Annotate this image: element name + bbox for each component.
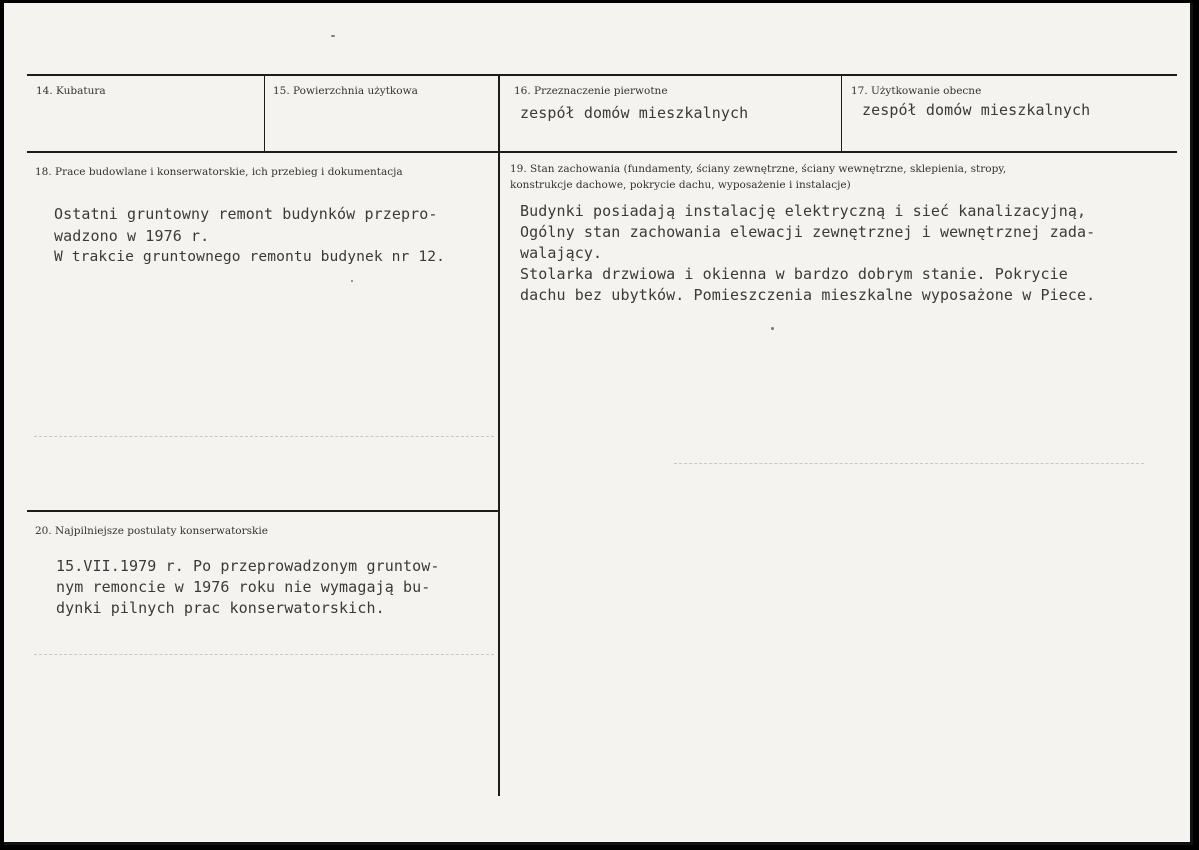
field-16-label: 16. Przeznaczenie pierwotne	[514, 85, 668, 97]
field-20-line-3: dynki pilnych prac konserwatorskich.	[56, 599, 385, 617]
field-17-value: zespół domów mieszkalnych	[862, 101, 1091, 119]
field-18-line-3: W trakcie gruntownego remontu budynek nr 12.	[54, 248, 445, 265]
speck	[331, 35, 335, 37]
field-20-line-2: nym remoncie w 1976 roku nie wymagają bu-	[56, 578, 431, 596]
field-19-line-2: Ogólny stan zachowania elewacji zewnętrznej i wewnętrznej zada-	[520, 223, 1096, 241]
left-divider	[27, 510, 498, 512]
field-20-line-1: 15.VII.1979 r. Po przeprowadzonym gruntow-	[56, 557, 440, 575]
row-divider	[27, 151, 1177, 153]
field-19-line-1: Budynki posiadają instalację elektryczną i sieć kanalizacyjną,	[520, 202, 1087, 220]
field-18-line-1: Ostatni gruntowny remont budynków przepro-	[54, 205, 438, 223]
field-18-line-2: wadzono w 1976 r.	[54, 227, 210, 245]
field-15-label: 15. Powierzchnia użytkowa	[273, 85, 418, 97]
speck	[351, 280, 353, 282]
col-divider-2	[498, 76, 500, 796]
field-20-label: 20. Najpilniejsze postulaty konserwatorskie	[35, 525, 268, 537]
faint-rule	[34, 436, 494, 437]
field-19-line-3: walający.	[520, 244, 603, 262]
speck	[771, 327, 774, 330]
field-17-label: 17. Użytkowanie obecne	[851, 85, 982, 97]
field-19-label-line-1: 19. Stan zachowania (fundamenty, ściany zewnętrzne, ściany wewnętrzne, sklepienia, stropy,	[510, 163, 1007, 175]
col-divider-3	[841, 76, 842, 151]
record-card	[4, 3, 1193, 845]
field-14-label: 14. Kubatura	[36, 85, 106, 97]
faint-rule	[34, 654, 494, 655]
field-19-line-4: Stolarka drzwiowa i okienna w bardzo dobrym stanie. Pokrycie	[520, 265, 1068, 283]
faint-rule	[674, 463, 1144, 464]
field-19-label-line-2: konstrukcje dachowe, pokrycie dachu, wyposażenie i instalacje)	[510, 179, 851, 191]
field-18-label: 18. Prace budowlane i konserwatorskie, ich przebieg i dokumentacja	[35, 166, 403, 178]
field-19-line-5: dachu bez ubytków. Pomieszczenia mieszkalne wyposażone w Piece.	[520, 286, 1096, 304]
top-rule	[27, 74, 1177, 76]
field-16-value: zespół domów mieszkalnych	[520, 104, 749, 122]
col-divider-1	[264, 76, 265, 151]
